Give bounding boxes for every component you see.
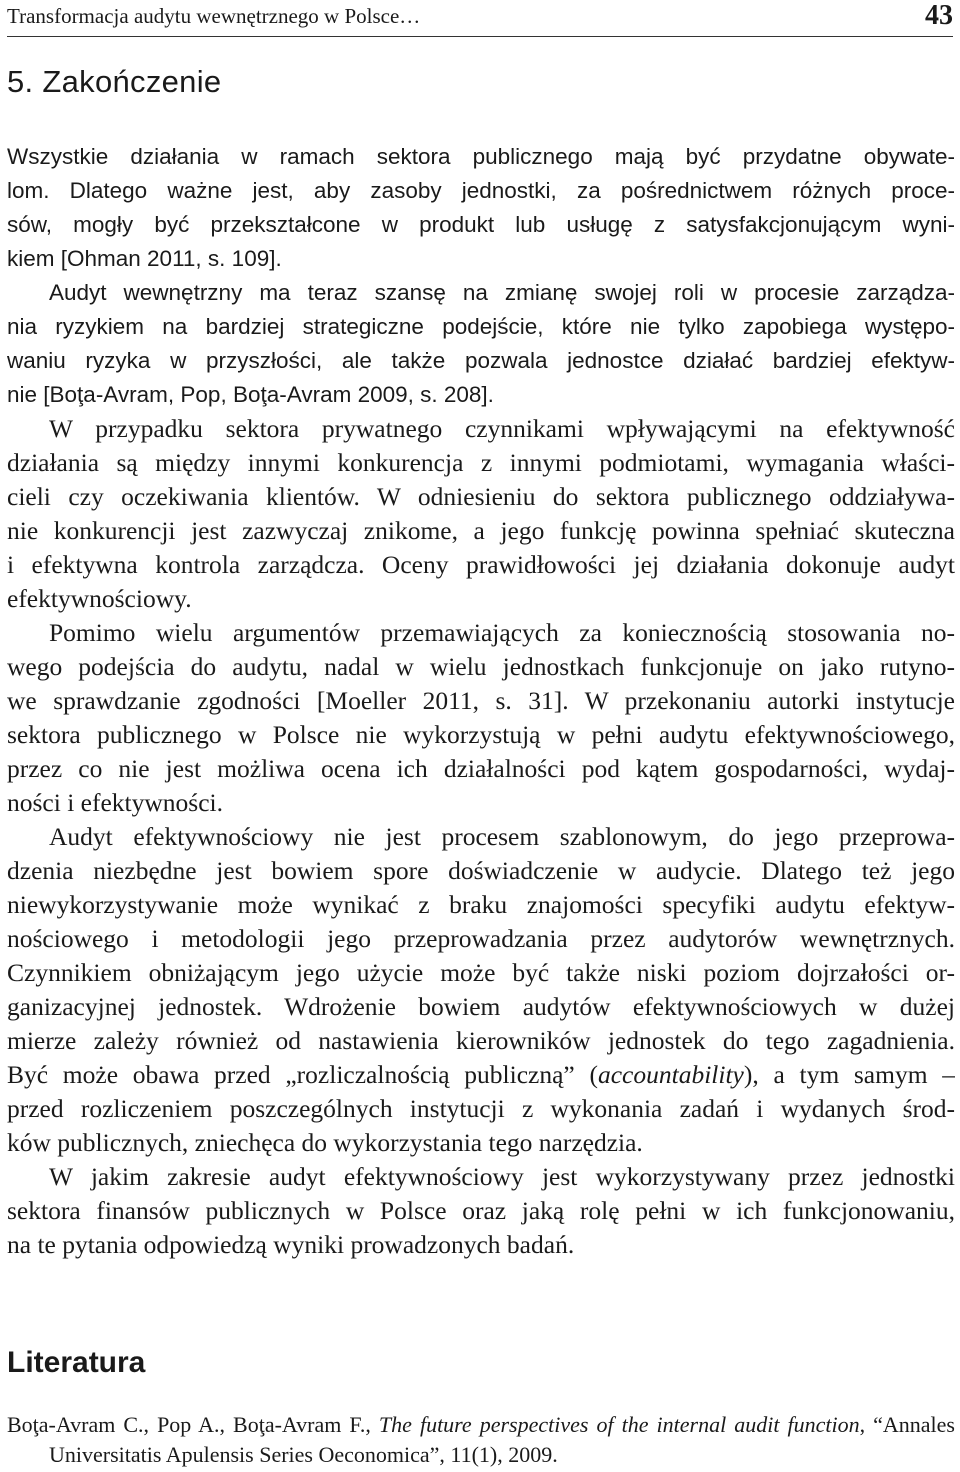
text-line: Audyt wewnętrzny ma teraz szansę na zmianę swojej roli w procesie zarządza-: [49, 280, 955, 305]
text-line: lom. Dlatego ważne jest, aby zasoby jednostki, za pośrednictwem różnych proce-: [7, 178, 955, 203]
text-line: we sprawdzanie zgodności [Moeller 2011, s. 31]. W przekonaniu autorki instytucje: [7, 686, 955, 715]
section-heading: 5. Zakończenie: [7, 64, 222, 99]
paragraph: [7, 276, 955, 412]
reference-authors: Boţa-Avram C., Pop A., Boţa-Avram F.,: [7, 1412, 379, 1437]
text-line: Wszystkie działania w ramach sektora publicznego mają być przydatne obywate-: [7, 144, 955, 169]
running-header: [7, 0, 953, 37]
text-line: nościowego i metodologii jego przeprowadzania przez audytorów wewnętrznych.: [7, 924, 955, 953]
text-line: ganizacyjnej jednostek. Wdrożenie bowiem audytów efektywnościowych w dużej: [7, 992, 955, 1021]
literature-heading: Literatura: [7, 1346, 146, 1379]
text-line: Czynnikiem obniżającym jego użycie może być także niski poziom dojrzałości or-: [7, 958, 955, 987]
text-line: dzenia niezbędne jest bowiem spore doświadczenie w audycie. Dlatego też jego: [7, 856, 955, 885]
text-line: nia ryzykiem na bardziej strategiczne podejście, które nie tylko zapobiega występo-: [7, 314, 955, 339]
paragraph: [7, 140, 955, 276]
reference-line: Universitatis Apulensis Series Oeconomica”, 11(1), 2009.: [49, 1442, 558, 1467]
text-line: sektora publicznego w Polsce nie wykorzystują w pełni audytu efektywnościowego,: [7, 720, 955, 749]
text-line: Audyt efektywnościowy nie jest procesem szablonowym, do jego przeprowa-: [49, 822, 955, 851]
text-line: W przypadku sektora prywatnego czynnikami wpływającymi na efektywność: [49, 414, 955, 443]
text-line: nie [Boţa-Avram, Pop, Boţa-Avram 2009, s. 208].: [7, 382, 494, 407]
text-line: niewykorzystywanie może wynikać z braku znajomości specyfiki audytu efektyw-: [7, 890, 955, 919]
paragraph: [7, 412, 955, 616]
text-line: przed rozliczeniem poszczególnych instytucji z wykonania zadań i wydanych środ-: [7, 1094, 955, 1123]
text-line: waniu ryzyka w przyszłości, ale także pozwala jednostce działać bardziej efektyw-: [7, 348, 955, 373]
text-line: mierze zależy również od nastawienia kierowników jednostek do tego zagadnienia.: [7, 1026, 955, 1055]
body-text: [7, 140, 955, 1262]
reference-list: [7, 1410, 955, 1470]
text-line: przez co nie jest możliwa ocena ich działalności pod kątem gospodarności, wydaj-: [7, 754, 955, 783]
running-title: Transformacja audytu wewnętrznego w Polsce…: [7, 4, 421, 28]
text-line: efektywnościowy.: [7, 584, 192, 613]
paragraph: [7, 820, 955, 1160]
text-line: kiem [Ohman 2011, s. 109].: [7, 246, 282, 271]
paragraph: [7, 616, 955, 820]
text-line: ności i efektywności.: [7, 788, 223, 817]
text-line: Być może obawa przed „rozliczalnością publiczną” (accountability), a tym samym –: [7, 1060, 955, 1089]
page-number: 43: [925, 0, 953, 31]
text-line: i efektywna kontrola zarządcza. Oceny prawidłowości jej działania dokonuje audyt: [7, 550, 955, 579]
text-line: cieli czy oczekiwania klientów. W odniesieniu do sektora publicznego oddziaływa-: [7, 482, 955, 511]
text-line: sektora finansów publicznych w Polsce oraz jaką rolę pełni w ich funkcjonowaniu,: [7, 1196, 955, 1225]
paragraph: [7, 1160, 955, 1262]
text-line: działania są między innymi konkurencja z innymi podmiotami, wymagania właści-: [7, 448, 955, 477]
reference-title: The future perspectives of the internal audit function: [378, 1412, 860, 1437]
text-line: Pomimo wielu argumentów przemawiających za koniecznością stosowania no-: [49, 618, 955, 647]
italic-term: accountability: [597, 1060, 744, 1089]
text-line: sów, mogły być przekształcone w produkt lub usługę z satysfakcjonującym wyni-: [7, 212, 955, 237]
text-line: wego podejścia do audytu, nadal w wielu jednostkach funkcjonuje on jako rutyno-: [7, 652, 955, 681]
reference-journal-start: , “Annales: [859, 1412, 955, 1437]
reference-line: [7, 1410, 955, 1440]
text-line: ków publicznych, zniechęca do wykorzystania tego narzędzia.: [7, 1128, 643, 1157]
text-line: nie konkurencji jest zazwyczaj znikome, a jego funkcję powinna spełniać skuteczna: [7, 516, 955, 545]
text-line: W jakim zakresie audyt efektywnościowy jest wykorzystywany przez jednostki: [49, 1162, 955, 1191]
text-line: na te pytania odpowiedzą wyniki prowadzonych badań.: [7, 1230, 575, 1259]
